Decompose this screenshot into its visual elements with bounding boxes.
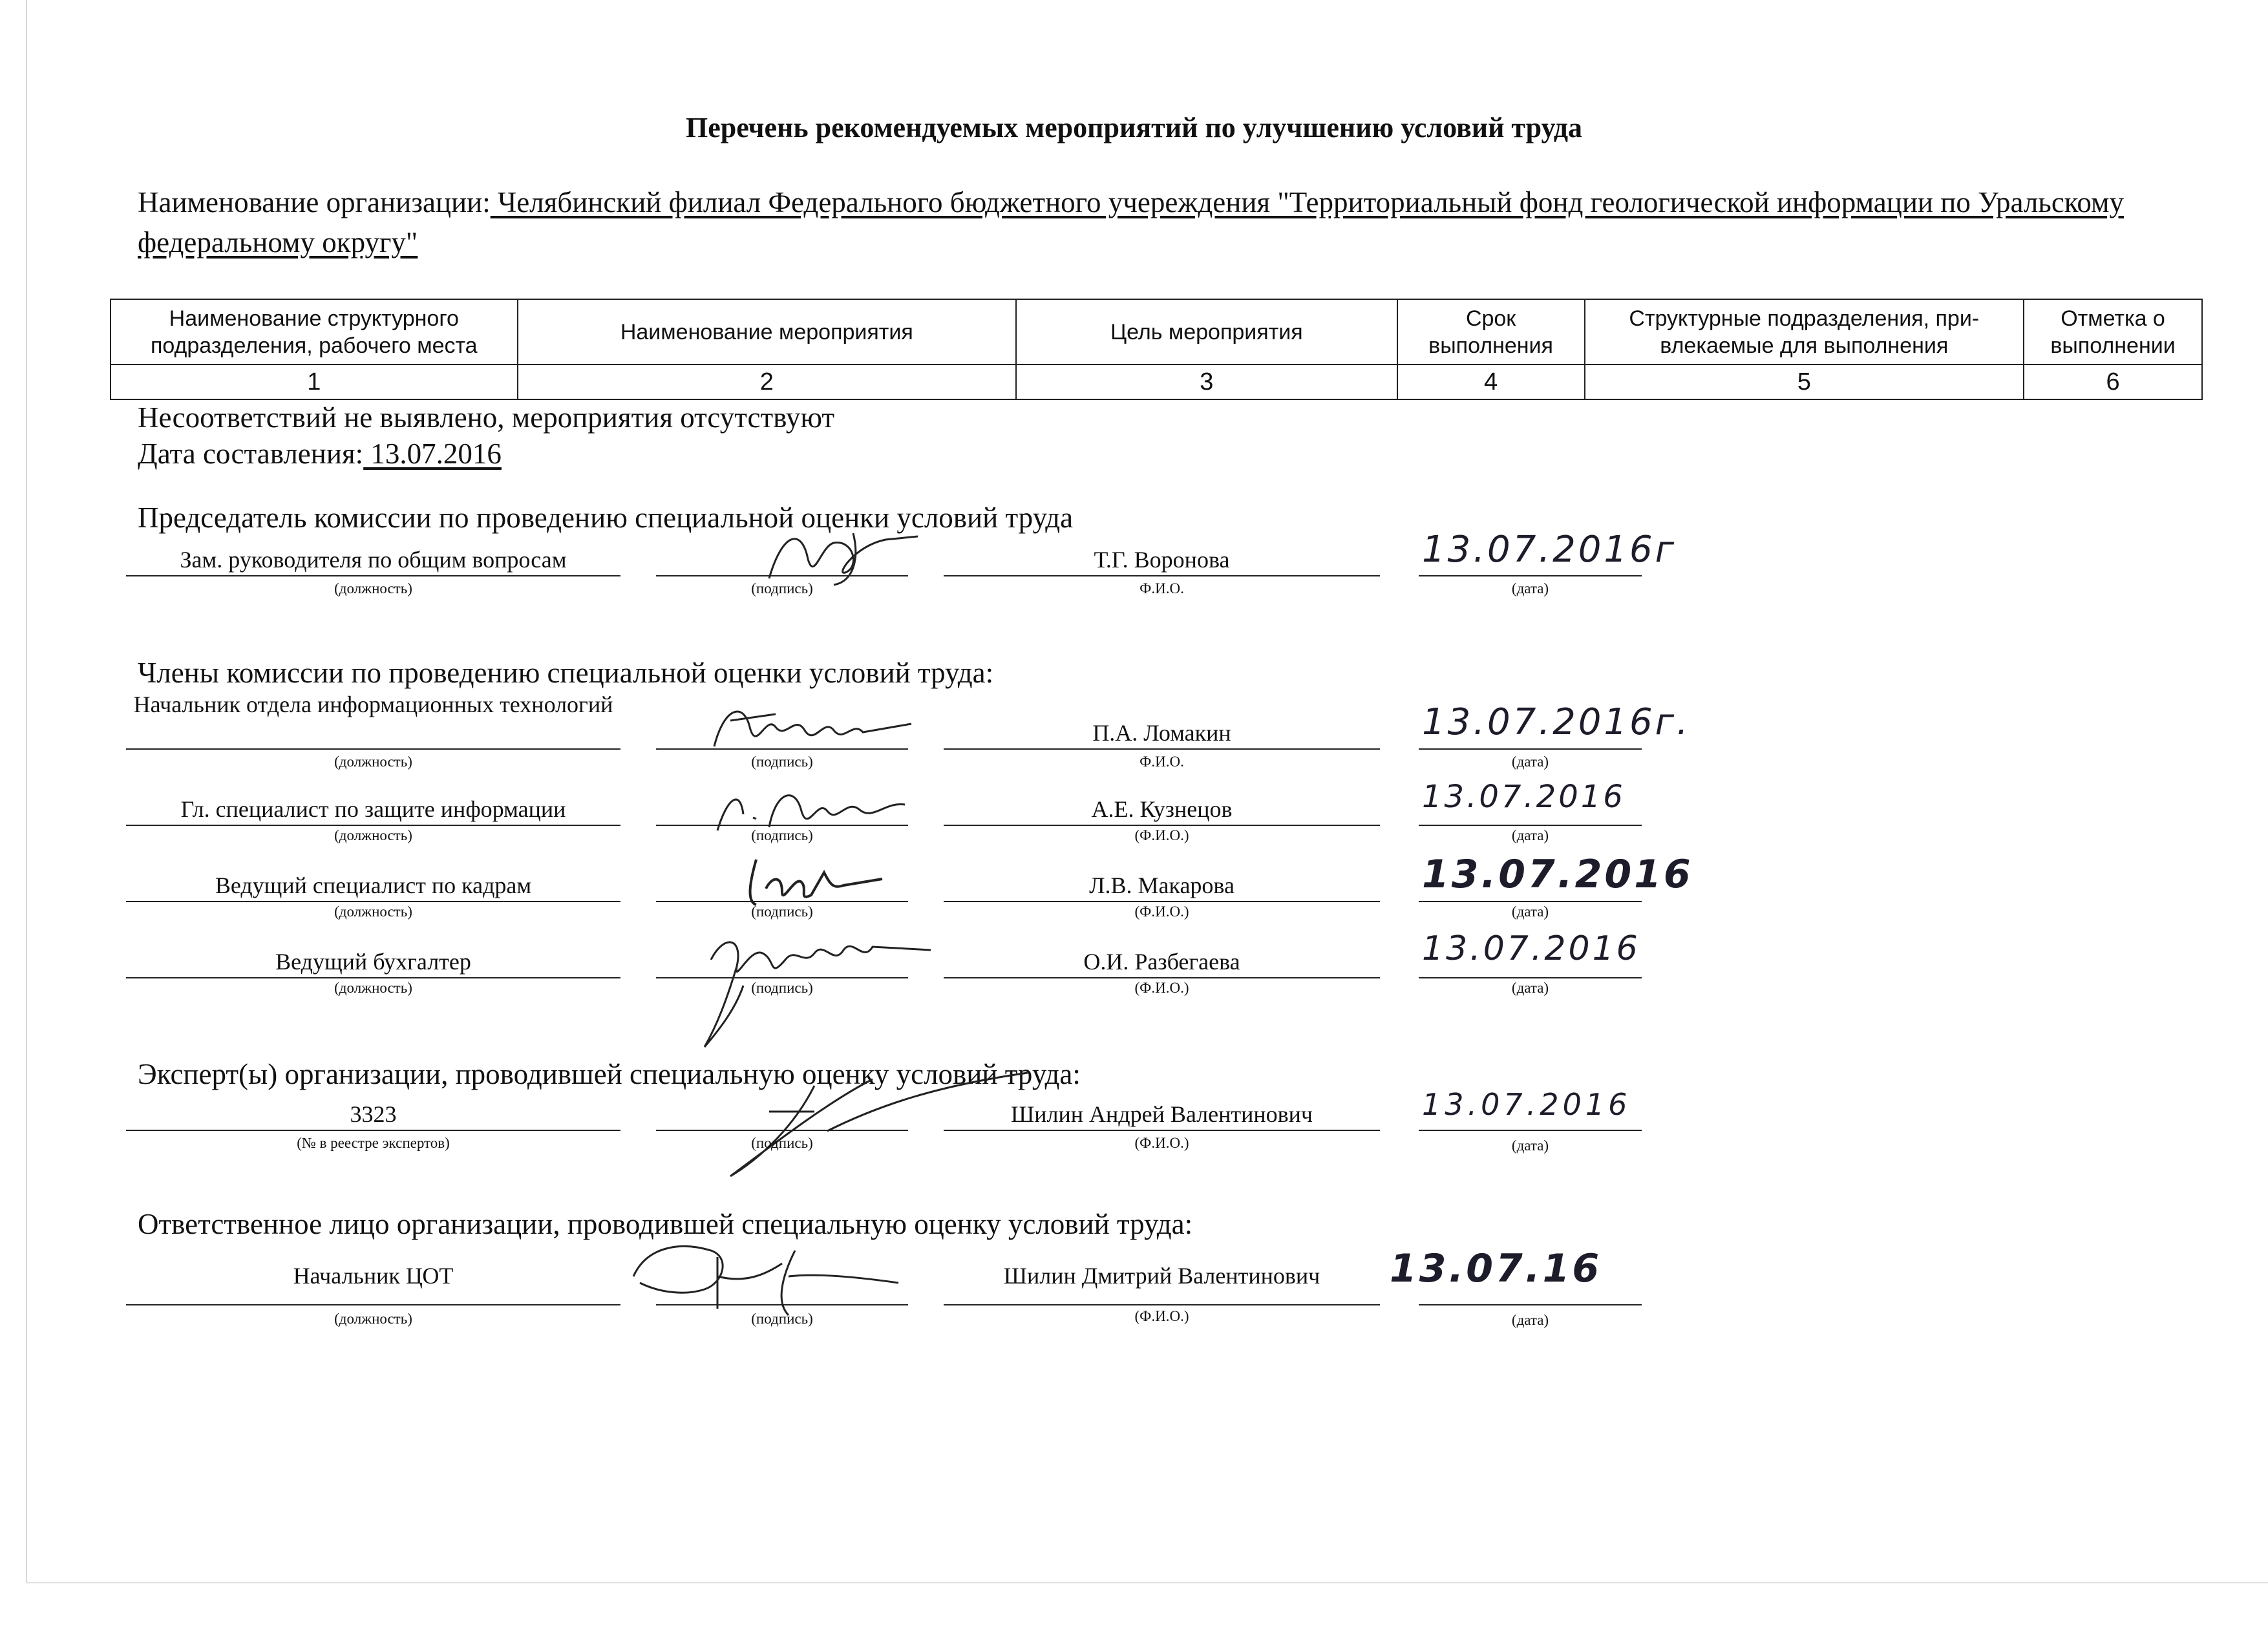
- caption-signature: (подпись): [751, 827, 813, 843]
- date-line: [1419, 1130, 1642, 1131]
- caption-name: (Ф.И.О.): [1134, 980, 1189, 996]
- name-line: [944, 575, 1380, 576]
- no-issues-text: Несоответствий не выявлено, мероприятия отсутствуют: [138, 401, 835, 434]
- date-compiled-label: Дата составления:: [138, 438, 364, 470]
- table-header: Структурные подразделения, при-влекаемые для выполнения: [1585, 299, 2024, 364]
- caption-date: (дата): [1511, 754, 1549, 770]
- chairman-position: Зам. руководителя по общим вопросам: [180, 547, 567, 573]
- signature-mark: [737, 850, 885, 911]
- name-line: [944, 748, 1380, 750]
- column-number: 1: [111, 364, 518, 399]
- handwritten-date: 13.07.2016: [1422, 779, 1626, 815]
- registry-line: [126, 1130, 620, 1131]
- scan-edge: [26, 0, 27, 1583]
- caption-signature: (подпись): [751, 903, 813, 920]
- signature-mark: [620, 1238, 905, 1322]
- member-position: Начальник отдела информационных технологий: [133, 692, 613, 717]
- expert-heading: Эксперт(ы) организации, проводившей специальную оценку условий труда:: [138, 1058, 1081, 1090]
- name-line: [944, 825, 1380, 826]
- handwritten-date: 13.07.2016: [1422, 852, 1693, 897]
- responsible-heading: Ответственное лицо организации, проводившей специальную оценку условий труда:: [138, 1208, 1193, 1240]
- caption-date: (дата): [1511, 903, 1549, 920]
- member-name: Л.В. Макарова: [1089, 872, 1235, 898]
- handwritten-date: 13.07.2016г: [1422, 529, 1677, 571]
- name-line: [944, 901, 1380, 902]
- column-number: 3: [1016, 364, 1397, 399]
- caption-signature: (подпись): [751, 1135, 813, 1151]
- member-name: О.И. Разбегаева: [1083, 949, 1240, 975]
- name-line: [944, 977, 1380, 978]
- date-compiled-value: 13.07.2016: [363, 438, 502, 470]
- table-header: Цель мероприятия: [1016, 299, 1397, 364]
- caption-signature: (подпись): [751, 980, 813, 996]
- caption-name: Ф.И.О.: [1139, 580, 1184, 597]
- caption-date: (дата): [1511, 827, 1549, 843]
- caption-signature: (подпись): [751, 1311, 813, 1327]
- date-line: [1419, 748, 1642, 750]
- position-line: [126, 575, 620, 576]
- caption-name: (Ф.И.О.): [1134, 903, 1189, 920]
- handwritten-date: 13.07.2016г.: [1422, 701, 1691, 743]
- member-position: Гл. специалист по защите информации: [180, 796, 566, 822]
- caption-name: (Ф.И.О.): [1134, 1308, 1189, 1324]
- position-line: [126, 748, 620, 750]
- table-row: [111, 364, 2202, 399]
- caption-name: (Ф.И.О.): [1134, 827, 1189, 843]
- signature-mark: [705, 695, 918, 763]
- column-number: 4: [1397, 364, 1585, 399]
- organization-label: Наименование организации:: [138, 186, 491, 218]
- member-name: А.Е. Кузнецов: [1091, 796, 1233, 822]
- table-header: Наименование мероприятия: [518, 299, 1016, 364]
- responsible-position: Начальник ЦОТ: [293, 1263, 454, 1289]
- caption-date: (дата): [1511, 580, 1549, 597]
- scan-bottom-edge: [26, 1582, 2268, 1583]
- responsible-name: Шилин Дмитрий Валентинович: [1003, 1263, 1320, 1289]
- date-line: [1419, 825, 1642, 826]
- date-line: [1419, 901, 1642, 902]
- table-header: Наименование структурного подразделения, рабочего места: [111, 299, 518, 364]
- expert-name: Шилин Андрей Валентинович: [1010, 1101, 1313, 1127]
- date-compiled-line: [138, 437, 502, 470]
- column-number: 5: [1585, 364, 2024, 399]
- document-title: Перечень рекомендуемых мероприятий по улучшению условий труда: [686, 112, 1582, 143]
- organization-value: Челябинский филиал Федерального бюджетного учереждения "Территориальный фонд геологической информации по Уральскому федеральному округу": [138, 186, 2124, 259]
- date-line: [1419, 575, 1642, 576]
- handwritten-date: 13.07.2016: [1422, 1087, 1631, 1122]
- caption-signature: (подпись): [751, 754, 813, 770]
- column-number: 2: [518, 364, 1016, 399]
- expert-registry-number: 3323: [350, 1101, 397, 1127]
- caption-position: (должность): [334, 580, 412, 597]
- caption-position: (должность): [334, 754, 412, 770]
- caption-position: (должность): [334, 903, 412, 920]
- members-heading: Члены комиссии по проведению специальной оценки условий труда:: [138, 657, 994, 689]
- caption-date: (дата): [1511, 980, 1549, 996]
- caption-date: (дата): [1511, 1137, 1549, 1154]
- handwritten-date: 13.07.2016: [1422, 929, 1640, 968]
- chairman-name: Т.Г. Воронова: [1094, 547, 1230, 573]
- position-line: [126, 901, 620, 902]
- caption-name: (Ф.И.О.): [1134, 1135, 1189, 1151]
- date-line: [1419, 1304, 1642, 1305]
- position-line: [126, 977, 620, 978]
- table-header-row: [111, 299, 2202, 364]
- organization-line: [138, 182, 2193, 262]
- caption-position: (должность): [334, 980, 412, 996]
- caption-date: (дата): [1511, 1312, 1549, 1328]
- caption-position: (должность): [334, 827, 412, 843]
- caption-name: Ф.И.О.: [1139, 754, 1184, 770]
- position-line: [126, 1304, 620, 1305]
- position-line: [126, 825, 620, 826]
- handwritten-date: 13.07.16: [1390, 1246, 1602, 1291]
- caption-position: (должность): [334, 1311, 412, 1327]
- chairman-heading: Председатель комиссии по проведению специальной оценки условий труда: [138, 502, 1074, 534]
- member-name: П.А. Ломакин: [1092, 720, 1231, 746]
- date-line: [1419, 977, 1642, 978]
- measures-table: [110, 299, 2203, 400]
- caption-signature: (подпись): [751, 580, 813, 597]
- member-position: Ведущий специалист по кадрам: [215, 872, 532, 898]
- table-header: Отметка о выполнении: [2024, 299, 2202, 364]
- member-position: Ведущий бухгалтер: [275, 949, 471, 975]
- caption-registry: (№ в реестре экспертов): [297, 1135, 450, 1151]
- column-number: 6: [2024, 364, 2202, 399]
- signature-mark: [666, 1060, 1066, 1189]
- name-line: [944, 1304, 1380, 1305]
- table-header: Срок выполнения: [1397, 299, 1585, 364]
